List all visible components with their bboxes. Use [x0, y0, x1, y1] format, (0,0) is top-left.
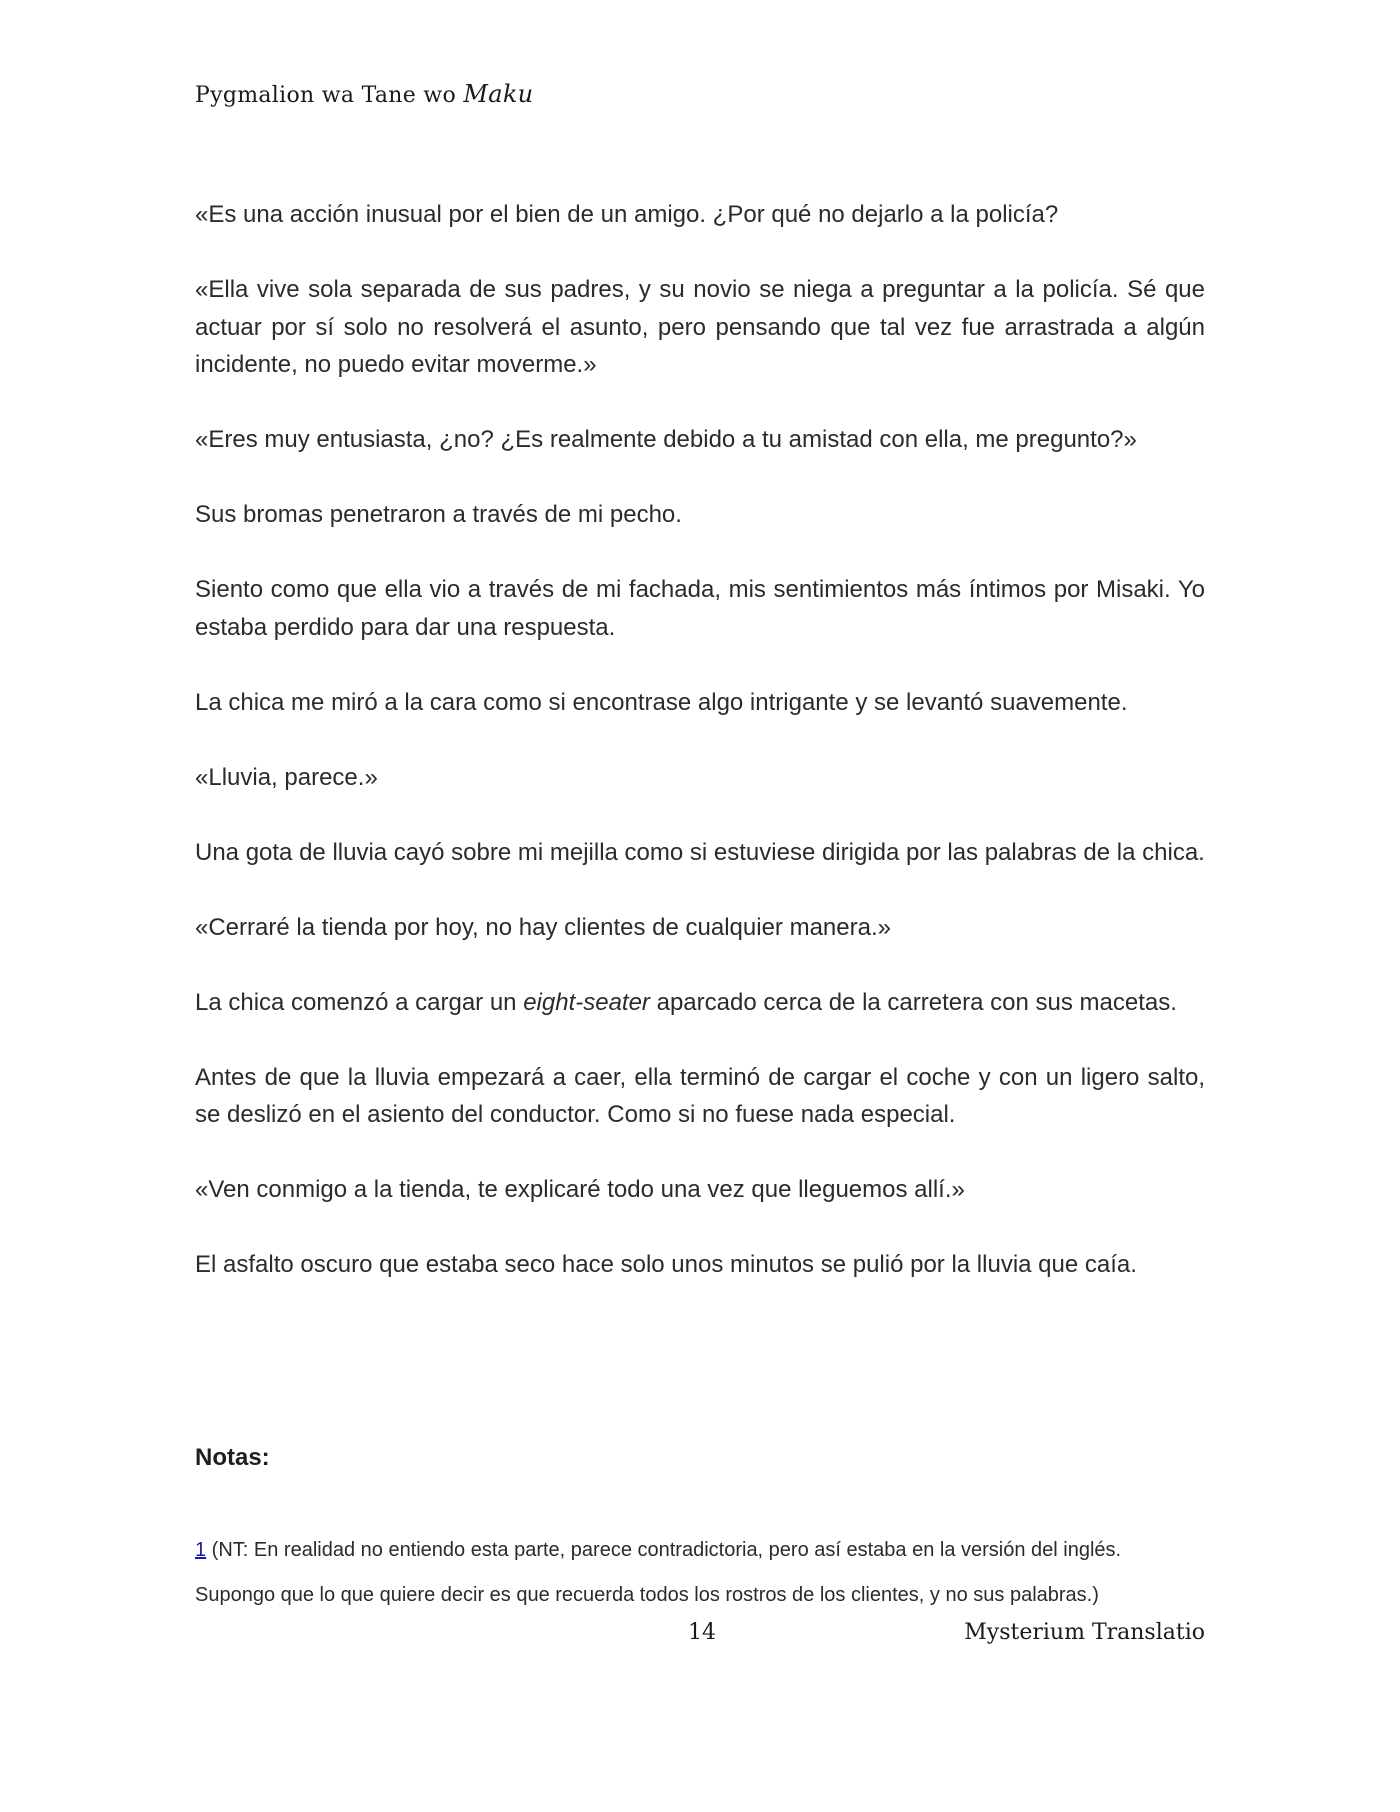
footnote-ref-link[interactable]: 1: [195, 1539, 207, 1561]
footnote: [195, 1528, 1205, 1618]
footer-credit: Mysterium Translatio: [964, 1620, 1205, 1645]
paragraph-before: La chica comenzó a cargar un: [195, 988, 524, 1016]
paragraph: Siento como que ella vio a través de mi fachada, mis sentimientos más íntimos por Misaki. Yo estaba perdido para dar una respuesta.: [195, 576, 1205, 641]
body-text: [195, 196, 1205, 1321]
paragraph: Una gota de lluvia cayó sobre mi mejilla como si estuviese dirigida por las palabras de la chica.: [195, 838, 1205, 866]
paragraph-with-italic: [195, 984, 1205, 1022]
paragraph: El asfalto oscuro que estaba seco hace solo unos minutos se pulió por la lluvia que caía.: [195, 1251, 1137, 1278]
header-title: Pygmalion wa Tane wo: [195, 83, 464, 108]
paragraph: «Ella vive sola separada de sus padres, y su novio se niega a preguntar a la policía. Sé que actuar por sí solo no resolverá el asunto, pero pensando que tal vez fue arrastrada a algún incidente, no puedo evitar moverme.»: [195, 276, 1205, 378]
notes-heading: Notas:: [195, 1444, 270, 1471]
paragraph: La chica me miró a la cara como si encontrase algo intrigante y se levantó suavemente.: [195, 688, 1128, 716]
paragraph: Sus bromas penetraron a través de mi pecho.: [195, 501, 682, 528]
paragraph: Antes de que la lluvia empezará a caer, ella terminó de cargar el coche y con un ligero salto, se deslizó en el asiento del conductor. Como si no fuese nada especial.: [195, 1063, 1205, 1128]
paragraph-italic-term: eight-seater: [523, 988, 650, 1016]
paragraph: «Ven conmigo a la tienda, te explicaré todo una vez que lleguemos allí.»: [195, 1176, 965, 1203]
header-title-italic: Maku: [463, 80, 534, 108]
footnote-text: (NT: En realidad no entiendo esta parte, parece contradictoria, pero así estaba en la versión del inglés. Supongo que lo que quiere decir es que recuerda todos los rostros de los clientes, y no sus palabras.): [195, 1539, 1122, 1606]
paragraph: «Lluvia, parece.»: [195, 763, 378, 791]
paragraph: «Es una acción inusual por el bien de un amigo. ¿Por qué no dejarlo a la policía?: [195, 201, 1059, 228]
paragraph-after: aparcado cerca de la carretera con sus macetas.: [649, 988, 1177, 1016]
paragraph: «Cerraré la tienda por hoy, no hay clientes de cualquier manera.»: [195, 913, 891, 941]
running-header: [195, 80, 533, 108]
page-number: 14: [688, 1620, 716, 1645]
paragraph: «Eres muy entusiasta, ¿no? ¿Es realmente debido a tu amistad con ella, me pregunto?»: [195, 426, 1137, 453]
